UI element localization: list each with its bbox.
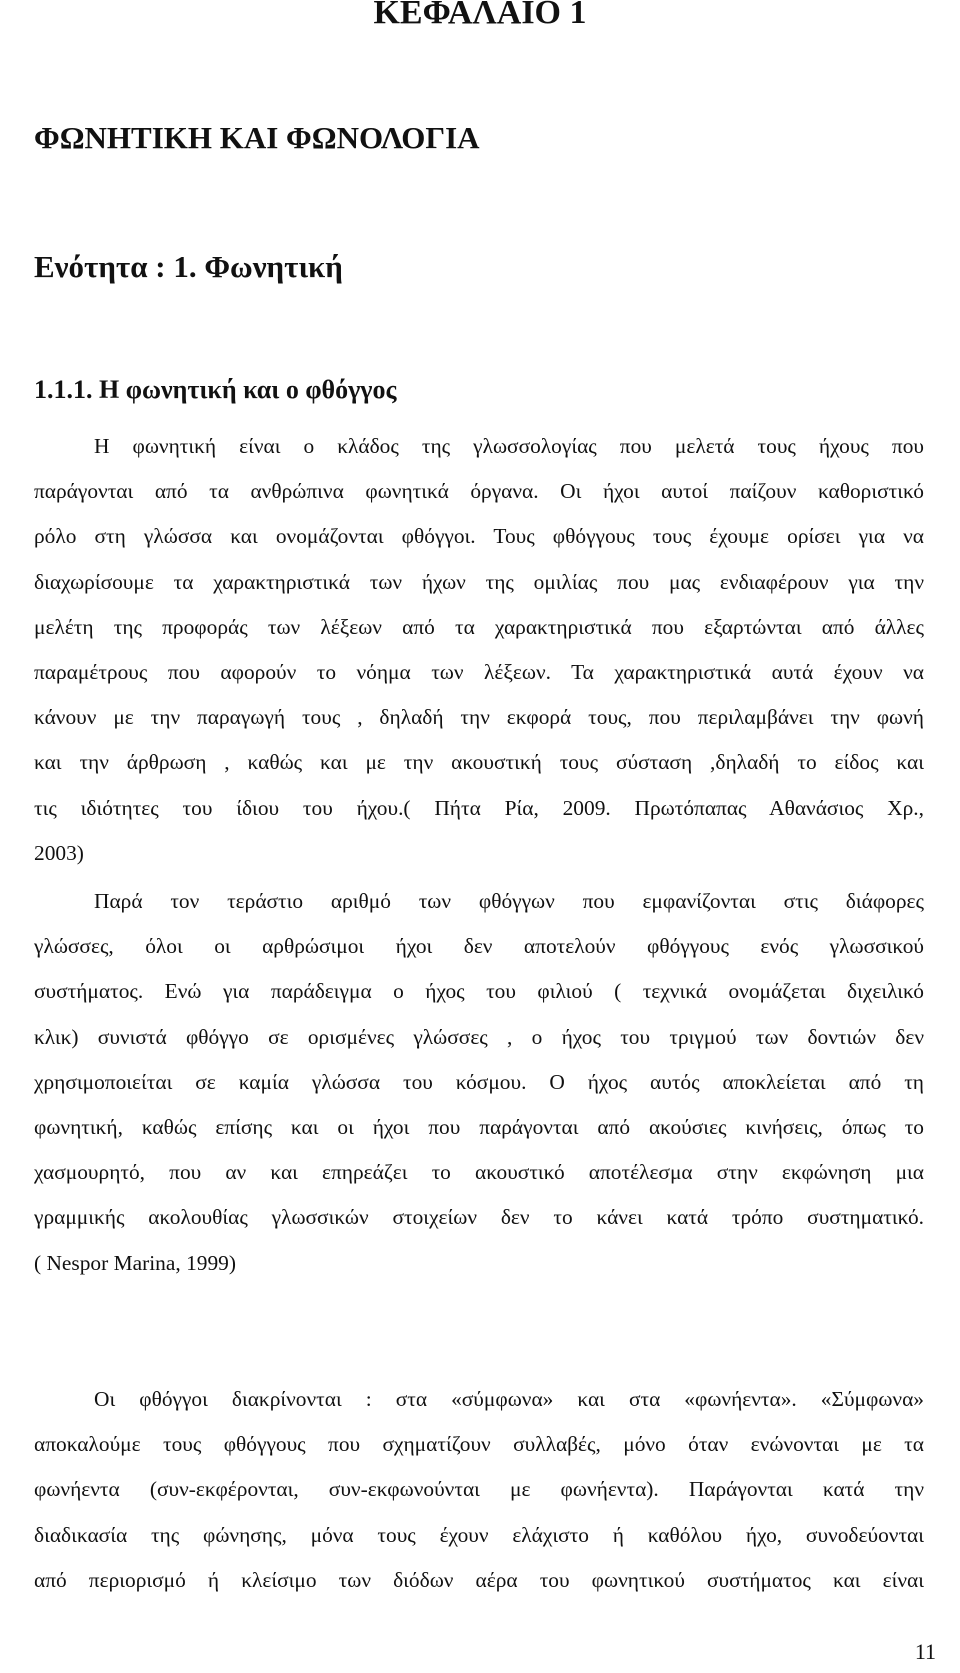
subsection-title: 1.1.1. Η φωνητική και ο φθόγγος bbox=[34, 375, 397, 404]
paragraph-line: Παρά τον τεράστιο αριθμό των φθόγγων που εμφανίζονται στις διάφορες bbox=[94, 889, 924, 913]
paragraph-line: κάνουν με την παραγωγή τους , δηλαδή την εκφορά τους, που περιλαμβάνει την φωνή bbox=[34, 705, 924, 730]
paragraph-1 bbox=[34, 424, 924, 876]
paragraph-line: διαχωρίσουμε τα χαρακτηριστικά των ήχων της ομιλίας που μας ενδιαφέρουν για την bbox=[34, 569, 924, 594]
paragraph-line: από περιορισμό ή κλείσιμο των διόδων αέρα του φωνητικού συστήματος και είναι bbox=[34, 1567, 924, 1592]
paragraph-line: Η φωνητική είναι ο κλάδος της γλωσσολογίας που μελετά τους ήχους που bbox=[94, 434, 924, 458]
paragraph-line: φωνήεντα (συν-εκφέρονται, συν-εκφωνούνται με φωνήεντα). Παράγονται κατά την bbox=[34, 1477, 924, 1502]
paragraph-line: γλώσσες, όλοι οι αρθρώσιμοι ήχοι δεν αποτελούν φθόγγους ενός γλωσσικού bbox=[34, 934, 924, 959]
unit-title: Ενότητα : 1. Φωνητική bbox=[34, 249, 343, 284]
paragraph-line: τις ιδιότητες του ίδιου του ήχου.( Πήτα Ρία, 2009. Πρωτόπαπας Αθανάσιος Χρ., bbox=[34, 795, 924, 820]
paragraph-line: αποκαλούμε τους φθόγγους που σχηματίζουν συλλαβές, μόνο όταν ενώνονται με τα bbox=[34, 1432, 924, 1457]
paragraph-line: κλικ) συνιστά φθόγγο σε ορισμένες γλώσσες , ο ήχος του τριγμού των δοντιών δεν bbox=[34, 1024, 924, 1049]
paragraph-line: χρησιμοποιείται σε καμία γλώσσα του κόσμου. Ο ήχος αυτός αποκλείεται από τη bbox=[34, 1069, 924, 1094]
paragraph-line: Οι φθόγγοι διακρίνονται : στα «σύμφωνα» και στα «φωνήεντα». «Σύμφωνα» bbox=[94, 1387, 924, 1411]
chapter-title: ΚΕΦΑΛΑΙΟ 1 bbox=[373, 0, 587, 31]
section-title: ΦΩΝΗΤΙΚΗ ΚΑΙ ΦΩΝΟΛΟΓΙΑ bbox=[34, 120, 480, 155]
paragraph-2 bbox=[34, 879, 924, 1286]
paragraph-line: παραμέτρους που αφορούν το νόημα των λέξεων. Τα χαρακτηριστικά αυτά έχουν να bbox=[34, 660, 924, 685]
page-number: 11 bbox=[914, 1639, 936, 1664]
paragraph-line: γραμμικής ακολουθίας γλωσσικών στοιχείων δεν το κάνει κατά τρόπο συστηματικό. bbox=[34, 1205, 924, 1230]
paragraph-line: συστήματος. Ενώ για παράδειγμα ο ήχος του φιλιού ( τεχνικά ονομάζεται διχειλικό bbox=[34, 979, 924, 1004]
paragraph-line: μελέτη της προφοράς των λέξεων από τα χαρακτηριστικά που εξαρτώνται από άλλες bbox=[34, 614, 924, 639]
paragraph-line: ( Nespor Marina, 1999) bbox=[34, 1250, 236, 1275]
paragraph-3 bbox=[34, 1377, 924, 1603]
paragraph-line: 2003) bbox=[34, 840, 84, 865]
paragraph-line: ρόλο στη γλώσσα και ονομάζονται φθόγγοι. Τους φθόγγους τους έχουμε ορίσει για να bbox=[34, 524, 924, 549]
paragraph-line: παράγονται από τα ανθρώπινα φωνητικά όργανα. Οι ήχοι αυτοί παίζουν καθοριστικό bbox=[34, 479, 924, 504]
paragraph-line: χασμουρητό, που αν και επηρεάζει το ακουστικό αποτέλεσμα στην εκφώνηση μια bbox=[34, 1160, 924, 1185]
paragraph-line: φωνητική, καθώς επίσης και οι ήχοι που παράγονται από ακούσιες κινήσεις, όπως το bbox=[34, 1115, 924, 1140]
paragraph-line: και την άρθρωση , καθώς και με την ακουστική τους σύσταση ,δηλαδή το είδος και bbox=[34, 750, 924, 775]
paragraph-line: διαδικασία της φώνησης, μόνα τους έχουν ελάχιστο ή καθόλου ήχο, συνοδεύονται bbox=[34, 1522, 924, 1547]
